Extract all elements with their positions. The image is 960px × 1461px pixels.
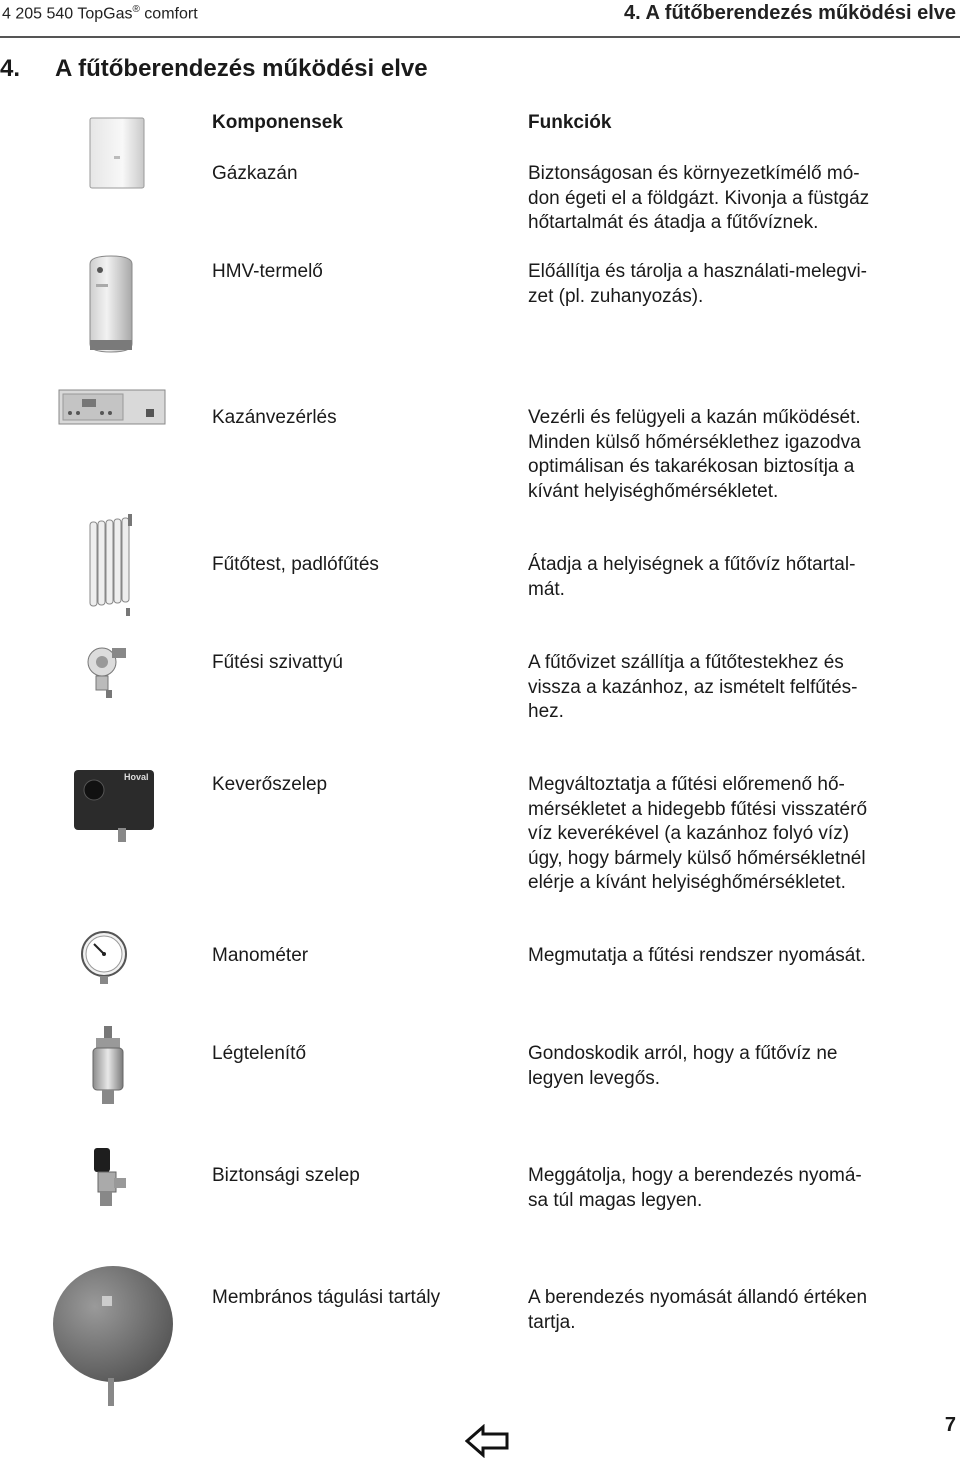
running-header-title: 4. A fűtőberendezés működési elve [624,2,956,24]
component-function: A fűtővizet szállítja a fűtőtestekhez és vissza a kazánhoz, az ismételt felfűtés- hez. [528,652,858,722]
component-function: Vezérli és felügyeli a kazán működését. Minden külső hőmérséklethez igazodva optimálisan és takarékosan biztosítja a kívánt helyiséghőmérsékletet. [528,407,861,502]
component-function: Biztonságosan és környezetkímélő mó- don égeti el a földgázt. Kivonja a füstgáz hőtartalmát és átadja a fűtővíznek. [528,163,870,233]
back-arrow-icon[interactable] [465,1424,509,1458]
mixing-valve-image [72,766,156,846]
component-name: Fűtési szivattyú [212,652,343,673]
header-rule [0,36,960,38]
hot-water-tank-icon [86,254,136,354]
component-name: Gázkazán [212,163,298,184]
component-function: Megmutatja a fűtési rendszer nyomását. [528,945,866,966]
manometer-icon [80,930,128,986]
component-function: Meggátolja, hogy a berendezés nyomá- sa túl magas legyen. [528,1165,862,1211]
component-name: Fűtőtest, padlófűtés [212,554,379,575]
expansion-vessel-icon [50,1262,176,1412]
component-function: Előállítja és tárolja a használati-melegvi- zet (pl. zuhanyozás). [528,261,867,307]
document-code: 4 205 540 TopGas® comfort [2,4,198,23]
component-function: Gondoskodik arról, hogy a fűtővíz ne legyen levegős. [528,1043,838,1089]
component-function: A berendezés nyomását állandó értéken tartja. [528,1287,868,1333]
page-number: 7 [944,1414,956,1436]
component-name: Membrános tágulási tartály [212,1287,441,1308]
component-name: Keverőszelep [212,774,328,795]
radiator-icon [86,514,136,618]
component-name: HMV-termelő [212,261,323,282]
component-function: Átadja a helyiségnek a fűtővíz hőtartal- mát. [528,554,856,600]
gas-boiler-icon [88,116,148,192]
component-function: Megváltoztatja a fűtési előremenő hő- mérsékletet a hidegebb fűtési visszatérő víz keverékével (a kazánhoz folyó víz) úgy, hogy bármely külső hőmérsékletnél elérje a kívánt helyiséghőmérsékletet. [528,774,868,893]
boiler-control-icon [58,389,166,425]
components-heading: Komponensek [212,112,343,133]
air-vent-icon [90,1026,126,1106]
safety-valve-icon [84,1146,128,1208]
functions-heading: Funkciók [528,112,612,133]
heating-pump-icon [82,640,132,700]
component-name: Biztonsági szelep [212,1165,360,1186]
component-name: Légtelenítő [212,1043,307,1064]
chapter-title: 4. A fűtőberendezés működési elve [0,55,428,82]
component-name: Manométer [212,945,309,966]
mixer-brand-label: Hoval [124,772,149,782]
component-name: Kazánvezérlés [212,407,337,428]
